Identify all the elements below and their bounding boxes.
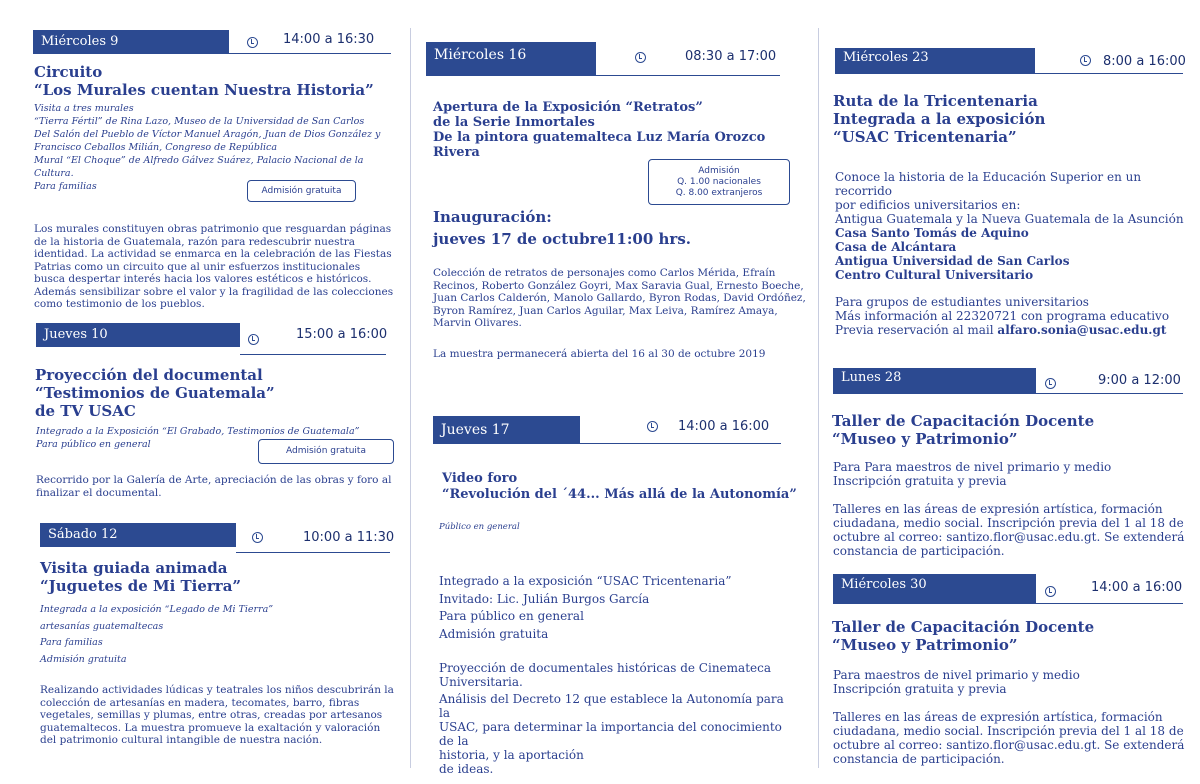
event-title: Taller de Capacitación Docente “Museo y Patrimonio”: [832, 618, 1095, 654]
event-title: Proyección del documental “Testimonios de Guatemala” de TV USAC: [35, 366, 275, 420]
contact-email: alfaro.sonia@usac.edu.gt: [997, 323, 1167, 337]
event-time: 14:00 a 16:30: [283, 32, 375, 47]
event-title: Video foro “Revolución del ´44... Más allá de la Autonomía”: [442, 471, 797, 502]
event-title: Taller de Capacitación Docente “Museo y Patrimonio”: [832, 412, 1095, 448]
clock-icon: [1045, 586, 1056, 597]
event-details: Para Para maestros de nivel primario y medio Inscripción gratuita y previa: [833, 460, 1112, 488]
event-details: Para maestros de nivel primario y medio Inscripción gratuita y previa: [833, 668, 1080, 696]
event-title: Ruta de la Tricentenaria Integrada a la exposición “USAC Tricentenaria”: [833, 92, 1046, 146]
event-day: Lunes 28: [833, 368, 1036, 394]
event-time: 9:00 a 12:00: [1098, 373, 1181, 388]
event-audience: Público en general: [439, 522, 520, 532]
inauguration-time: 11:00 hrs.: [606, 230, 691, 248]
clock-icon: [248, 334, 259, 345]
event-header-miercoles-16: [426, 42, 780, 76]
event-time: 14:00 a 16:00: [1091, 580, 1183, 595]
event-header-miercoles-30: [833, 574, 1183, 604]
event-description-2: Análisis del Decreto 12 que establece la Autonomía para la USAC, para determinar la importancia del conocimiento de la historia, y la aportación de ideas.: [439, 692, 784, 776]
event-note: La muestra permanecerá abierta del 16 al 30 de octubre 2019: [433, 348, 766, 360]
event-description-1: Proyección de documentales históricas de Cinemateca Universitaria.: [439, 661, 771, 689]
event-places: Casa Santo Tomás de Aquino Casa de Alcántara Antigua Universidad de San Carlos Centro Cultural Universitario: [835, 226, 1070, 282]
clock-icon: [1080, 55, 1091, 66]
event-header-sabado-12: [40, 523, 395, 547]
event-description: Realizando actividades lúdicas y teatrales los niños descubrirán la colección de artesanías en madera, tecomates, barro, fibras vegetales, semillas y plumas, entre otras, creadas por artesanos guatemaltecos. La muestra promueve la exaltación y valoración del patrimonio cultural intangible de nuestra nación.: [40, 684, 394, 746]
event-details: Visita a tres murales “Tierra Fértil” de Rina Lazo, Museo de la Universidad de San Carlos Del Salón del Pueblo de Víctor Manuel Aragón, Juan de Dios González y Francisco Ceballos Milián, Congreso de República Mural “El Choque” de Alfredo Gálvez Suárez, Palacio Nacional de la Cultura. Para familias: [34, 103, 381, 192]
event-time: 8:00 a 16:00: [1103, 54, 1186, 69]
event-details: Integrado a la exposición “USAC Tricentenaria” Invitado: Lic. Julián Burgos García Para público en general Admisión gratuita: [439, 574, 732, 641]
admission-badge: Admisión gratuita: [247, 180, 356, 202]
event-day: Miércoles 30: [833, 574, 1036, 604]
event-header-lunes-28: [833, 368, 1183, 394]
event-time: 10:00 a 11:30: [303, 530, 395, 545]
event-header-jueves-17: [433, 416, 781, 444]
event-time: 08:30 a 17:00: [685, 49, 777, 64]
event-header-miercoles-9: [33, 30, 391, 54]
column-divider-1: [410, 28, 411, 768]
event-title: Visita guiada animada “Juguetes de Mi Tierra”: [40, 559, 242, 595]
event-title: Apertura de la Exposición “Retratos” de la Serie Inmortales De la pintora guatemalteca Luz María Orozco Rivera: [433, 100, 766, 160]
admission-badge: Admisión gratuita: [258, 439, 394, 464]
event-day: Jueves 17: [433, 416, 580, 444]
event-details: Integrado a la Exposición “El Grabado, Testimonios de Guatemala” Para público en general: [36, 426, 360, 450]
event-header-miercoles-23: [835, 48, 1186, 74]
column-divider-2: [818, 28, 819, 768]
event-time: 14:00 a 16:00: [678, 419, 770, 434]
event-description: Talleres en las áreas de expresión artística, formación ciudadana, medio social. Inscripción previa del 1 al 18 de octubre al correo: santizo.flor@usac.edu.gt. Se extenderá constancia de participación.: [833, 710, 1185, 766]
event-day: Miércoles 23: [835, 48, 1035, 74]
event-description: Los murales constituyen obras patrimonio que resguardan páginas de la historia de Guatemala, razón para redescubrir nuestra identidad. La actividad se enmarca en la celebración de las Fiestas Patrias como un circuito que al unir esfuerzos institucionales busca despertar interés hacia los valores estéticos e históricos. Además sensibilizar sobre el valor y la fragilidad de las colecciones como testimonio de los pueblos.: [34, 223, 394, 310]
admission-badge: Admisión Q. 1.00 nacionales Q. 8.00 extranjeros: [648, 159, 790, 205]
event-day: Jueves 10: [36, 323, 240, 347]
event-info: Para grupos de estudiantes universitarios Más información al 22320721 con programa educativo Previa reservación al mail alfaro.sonia@usac.edu.gt: [835, 295, 1170, 337]
inauguration-date: jueves 17 de octubre: [433, 230, 608, 248]
event-day: Sábado 12: [40, 523, 236, 547]
event-details: Integrada a la exposición “Legado de Mi Tierra” artesanías guatemaltecas Para familias Admisión gratuita: [40, 604, 274, 665]
event-title: Circuito “Los Murales cuentan Nuestra Historia”: [34, 63, 374, 99]
event-header-jueves-10: [36, 323, 386, 347]
clock-icon: [1045, 378, 1056, 389]
event-day: Miércoles 16: [426, 42, 596, 76]
event-day: Miércoles 9: [33, 30, 229, 54]
event-description: Talleres en las áreas de expresión artística, formación ciudadana, medio social. Inscripción previa del 1 al 18 de octubre al correo: santizo.flor@usac.edu.gt. Se extenderá constancia de participación.: [833, 502, 1185, 558]
clock-icon: [247, 37, 258, 48]
clock-icon: [647, 421, 658, 432]
event-intro: Conoce la historia de la Educación Superior en un recorrido por edificios universitarios en: Antigua Guatemala y la Nueva Guatemala de la Asunción: [835, 170, 1184, 226]
inauguration-label: Inauguración:: [433, 208, 552, 226]
event-time: 15:00 a 16:00: [296, 327, 388, 342]
clock-icon: [252, 532, 263, 543]
clock-icon: [635, 52, 646, 63]
event-description: Recorrido por la Galería de Arte, apreciación de las obras y foro al finalizar el documental.: [36, 474, 392, 499]
event-description: Colección de retratos de personajes como Carlos Mérida, Efraín Recinos, Roberto González Goyri, Max Saravia Gual, Ernesto Boeche, Juan Carlos Calderón, Manolo Gallardo, Byron Rodas, David Ordóñez, Byron Ramírez, Juan Carlos Aguilar, Max Leiva, Ramírez Amaya, Marvin Olivares.: [433, 267, 806, 329]
